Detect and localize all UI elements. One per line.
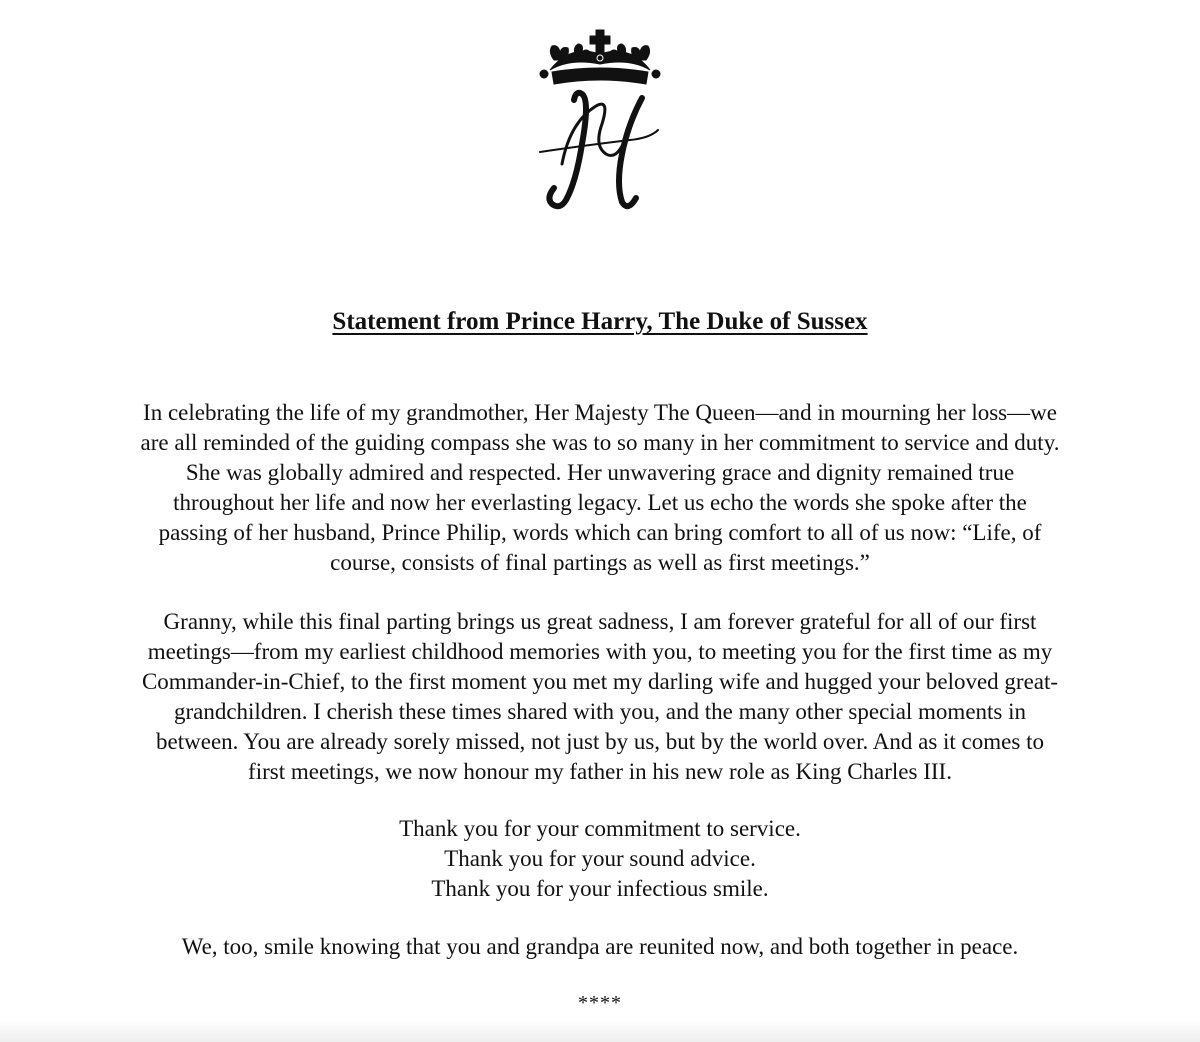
text-line: first meetings, we now honour my father in his new role as King Charles III. [248,759,952,784]
text-line: course, consists of final partings as well as first meetings.” [330,550,870,575]
paragraph-thank-you [60,814,1140,904]
statement-title: Statement from Prince Harry, The Duke of Sussex [332,308,868,335]
text-line: throughout her life and now her everlasting legacy. Let us echo the words she spoke after the [173,490,1027,515]
text-line: passing of her husband, Prince Philip, words which can bring comfort to all of us now: “Life, of [158,520,1042,545]
text-line: We, too, smile knowing that you and grandpa are reunited now, and both together in peace. [181,934,1019,959]
crown-h-monogram-icon [510,14,690,214]
paragraph-granny [60,607,1140,787]
text-line: She was globally admired and respected. Her unwavering grace and dignity remained true [185,460,1015,485]
text-line: grandchildren. I cherish these times shared with you, and the many other special moments in [173,699,1027,724]
paragraph-tribute [60,398,1140,578]
text-line: between. You are already sorely missed, not just by us, but by the world over. And as it comes to [156,729,1044,754]
text-line: Thank you for your commitment to service. [399,816,801,841]
text-line: are all reminded of the guiding compass she was to so many in her commitment to service and duty. [140,430,1060,455]
text-line: Commander-in-Chief, to the first moment you met my darling wife and hugged your beloved great- [141,669,1059,694]
page-bottom-shadow [0,1020,1200,1042]
end-mark: **** [578,992,622,1014]
text-line: meetings—from my earliest childhood memories with you, to meeting you for the first time as my [147,639,1053,664]
paragraph-closing [60,932,1140,962]
text-line: Thank you for your infectious smile. [431,876,769,901]
text-line: Granny, while this final parting brings us great sadness, I am forever grateful for all of our first [163,609,1037,634]
text-line: In celebrating the life of my grandmother, Her Majesty The Queen—and in mourning her loss—we [143,400,1057,425]
text-line: Thank you for your sound advice. [444,846,756,871]
